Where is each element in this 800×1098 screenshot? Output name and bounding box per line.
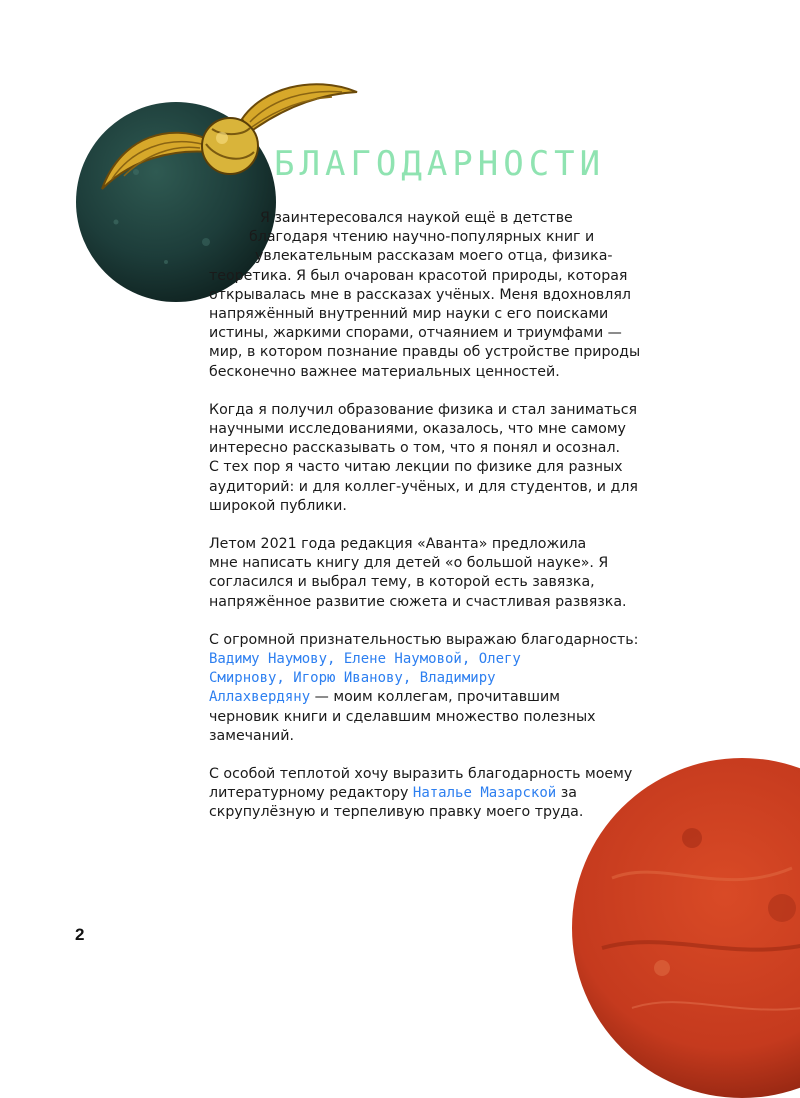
text-line: напряжённое развитие сюжета и счастливая развязка. bbox=[209, 593, 627, 610]
paragraph-4 bbox=[209, 631, 639, 746]
text-line bbox=[209, 784, 635, 803]
text-line: Когда я получил образование физика и стал заниматься bbox=[209, 401, 638, 418]
text-line: Я заинтересовался наукой ещё в детстве bbox=[260, 210, 573, 226]
text-line: теоретика. Я был очарован красотой природы, которая bbox=[209, 267, 628, 284]
editor-name: Наталье Мазарской bbox=[412, 785, 557, 802]
text-fragment: литературному редактору bbox=[209, 785, 413, 802]
text-line: благодаря чтению научно-популярных книг и bbox=[249, 229, 595, 246]
text-line: мир, в котором познание правды об устройстве природы bbox=[209, 344, 641, 361]
page-title: БЛАГОДАРНОСТИ bbox=[274, 144, 606, 184]
text-line: аудиторий: и для коллег-учёных, и для студентов, и для bbox=[209, 478, 638, 495]
text-line: замечаний. bbox=[209, 727, 294, 744]
text-line: широкой публики. bbox=[209, 497, 347, 514]
text-fragment: за bbox=[556, 785, 577, 802]
colleague-names: Аллахвердяну bbox=[209, 689, 311, 706]
page-number: 2 bbox=[75, 925, 85, 944]
text-line: скрупулёзную и терпеливую правку моего труда. bbox=[209, 804, 584, 821]
text-line: бесконечно важнее материальных ценностей. bbox=[209, 363, 560, 380]
paragraph-2 bbox=[209, 401, 638, 516]
text-line: истины, жаркими спорами, отчаянием и триумфами — bbox=[209, 325, 622, 342]
text-line: С огромной признательностью выражаю благодарность: bbox=[209, 631, 639, 648]
text-fragment: — моим коллегам, прочитавшим bbox=[310, 689, 560, 706]
text-line: интересно рассказывать о том, что я понял и осознал. bbox=[209, 440, 621, 457]
text-line: черновик книги и сделавшим множество полезных bbox=[209, 708, 596, 725]
paragraph-5 bbox=[209, 765, 635, 823]
text-line: С особой теплотой хочу выразить благодарность моему bbox=[209, 766, 633, 783]
text-line: Летом 2021 года редакция «Аванта» предложила bbox=[209, 536, 587, 553]
paragraph-1 bbox=[209, 209, 641, 382]
colleague-names: Вадиму Наумову, Елене Наумовой, Олегу bbox=[209, 651, 521, 668]
colleague-names: Смирнову, Игорю Иванову, Владимиру bbox=[209, 670, 496, 687]
text-line: напряжённый внутренний мир науки с его поисками bbox=[209, 306, 609, 323]
text-line: научными исследованиями, оказалось, что мне самому bbox=[209, 421, 626, 438]
acknowledgements-text bbox=[209, 209, 641, 842]
text-line: открывалась мне в рассказах учёных. Меня вдохновлял bbox=[209, 286, 631, 303]
text-line: мне написать книгу для детей «о большой науке». Я bbox=[209, 555, 609, 572]
text-line bbox=[209, 688, 635, 707]
text-line: согласился и выбрал тему, в которой есть завязка, bbox=[209, 574, 595, 591]
paragraph-3 bbox=[209, 535, 635, 612]
text-line: С тех пор я часто читаю лекции по физике для разных bbox=[209, 459, 623, 476]
text-line: увлекательным рассказам моего отца, физика- bbox=[255, 248, 613, 265]
